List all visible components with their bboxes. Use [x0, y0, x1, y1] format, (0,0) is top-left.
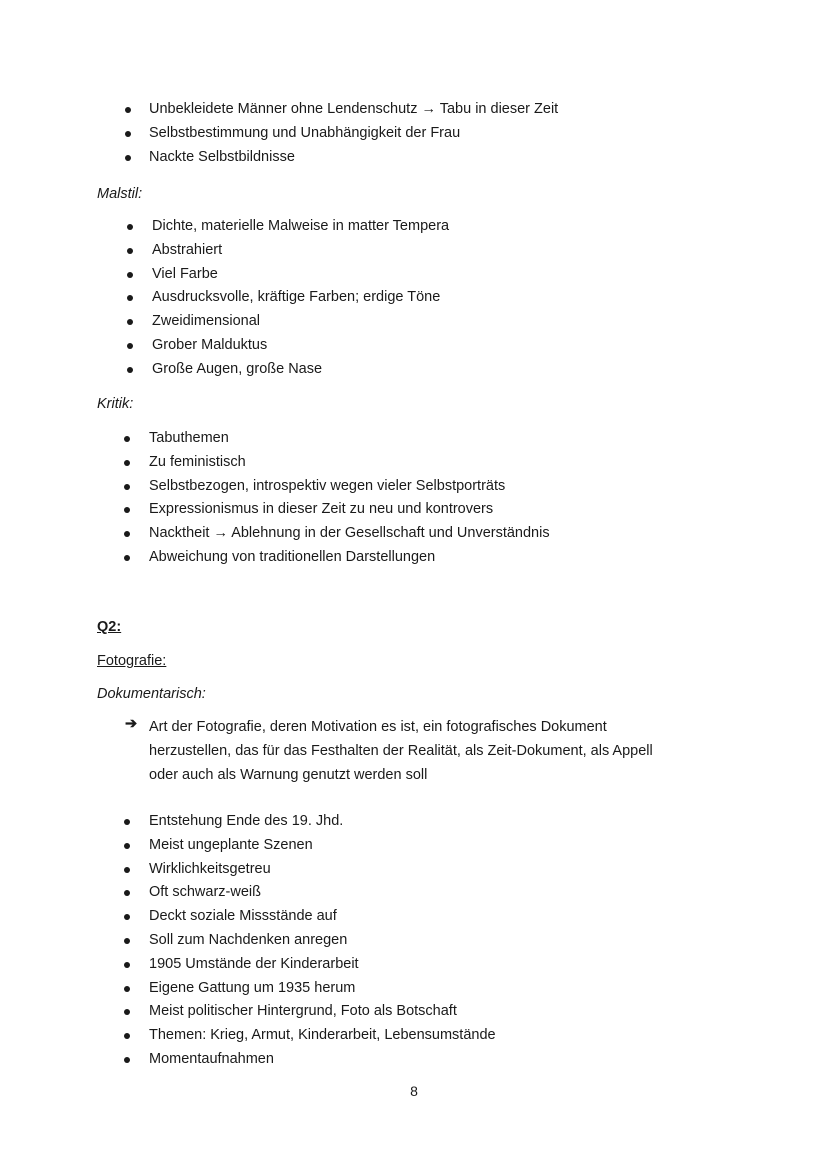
list-item-text: Viel Farbe — [152, 265, 218, 282]
kritik-heading: Kritik: — [97, 396, 134, 412]
bullet-icon — [125, 155, 131, 161]
list-item-text: Abweichung von traditionellen Darstellungen — [149, 548, 436, 565]
bullet-icon — [124, 1033, 130, 1039]
malstil-heading: Malstil: — [97, 186, 143, 202]
bullet-icon — [127, 367, 133, 373]
bullet-icon — [124, 436, 130, 442]
bullet-icon — [124, 1057, 130, 1063]
list-item-text: Meist ungeplante Szenen — [149, 836, 313, 853]
list-item-text: Zweidimensional — [152, 313, 260, 330]
arrow-right-icon: ➔ — [125, 716, 138, 732]
bullet-icon — [124, 962, 130, 968]
definition-paragraph — [125, 716, 653, 787]
bullet-icon — [125, 107, 131, 113]
list-item-text: 1905 Umstände der Kinderarbeit — [149, 955, 359, 972]
bullet-icon — [124, 986, 130, 992]
q2-heading: Q2: — [97, 619, 122, 635]
bullet-icon — [124, 460, 130, 466]
list-item-text: Entstehung Ende des 19. Jhd. — [149, 813, 344, 829]
bullet-icon — [124, 555, 130, 561]
list-item-text: Oft schwarz-weiß — [149, 884, 261, 901]
bullet-icon — [127, 248, 133, 254]
definition-line: herzustellen, das für das Festhalten der Realität, als Zeit-Dokument, als Appell — [149, 742, 653, 759]
list-item-text: Eigene Gattung um 1935 herum — [149, 979, 356, 996]
bullet-icon — [124, 507, 130, 513]
list-item-text: Selbstbezogen, introspektiv wegen vieler Selbstporträts — [149, 477, 506, 494]
list-item-text: Unbekleidete Männer ohne Lendenschutz → Tabu in dieser Zeit — [149, 101, 559, 117]
page-number: 8 — [410, 1083, 418, 1099]
bullet-icon — [124, 890, 130, 896]
list-item-text: Deckt soziale Missstände auf — [149, 908, 337, 925]
bullet-icon — [127, 295, 133, 301]
dokumentarisch-heading: Dokumentarisch: — [97, 686, 206, 702]
bullet-icon — [127, 224, 133, 230]
list-item-text: Dichte, materielle Malweise in matter Tempera — [152, 218, 450, 234]
list-item-text: Expressionismus in dieser Zeit zu neu und kontrovers — [149, 501, 494, 518]
bullet-icon — [124, 484, 130, 490]
list-item-text: Grober Malduktus — [152, 336, 268, 353]
list-item-text: Momentaufnahmen — [149, 1050, 274, 1067]
list-item-text: Nacktheit → Ablehnung in der Gesellschaft und Unverständnis — [149, 525, 550, 542]
list-item-text: Selbstbestimmung und Unabhängigkeit der Frau — [149, 124, 461, 141]
list-item-text: Zu feministisch — [149, 453, 246, 470]
bullet-icon — [127, 319, 133, 325]
bullet-icon — [127, 343, 133, 349]
list-item-text: Nackte Selbstbildnisse — [149, 148, 295, 165]
list-item-text: Themen: Krieg, Armut, Kinderarbeit, Lebensumstände — [149, 1027, 496, 1044]
list-item-text: Soll zum Nachdenken anregen — [149, 931, 348, 948]
list-item-text: Tabuthemen — [149, 430, 229, 446]
list-item-text: Abstrahiert — [152, 241, 223, 258]
definition-line: oder auch als Warnung genutzt werden soll — [149, 766, 428, 783]
list-item-text: Große Augen, große Nase — [152, 360, 323, 377]
list-item-text: Meist politischer Hintergrund, Foto als Botschaft — [149, 1003, 457, 1020]
bullet-icon — [124, 938, 130, 944]
bullet-icon — [124, 531, 130, 537]
list-item-text: Ausdrucksvolle, kräftige Farben; erdige Töne — [152, 289, 441, 306]
bullet-icon — [124, 1009, 130, 1015]
bullet-icon — [124, 843, 130, 849]
definition-line: Art der Fotografie, deren Motivation es ist, ein fotografisches Dokument — [149, 719, 607, 735]
bullet-icon — [124, 819, 130, 825]
list-item-text: Wirklichkeitsgetreu — [149, 860, 271, 877]
bullet-icon — [125, 131, 131, 137]
bullet-icon — [127, 272, 133, 278]
bullet-icon — [124, 867, 130, 873]
bullet-icon — [124, 914, 130, 920]
fotografie-heading: Fotografie: — [97, 653, 167, 669]
